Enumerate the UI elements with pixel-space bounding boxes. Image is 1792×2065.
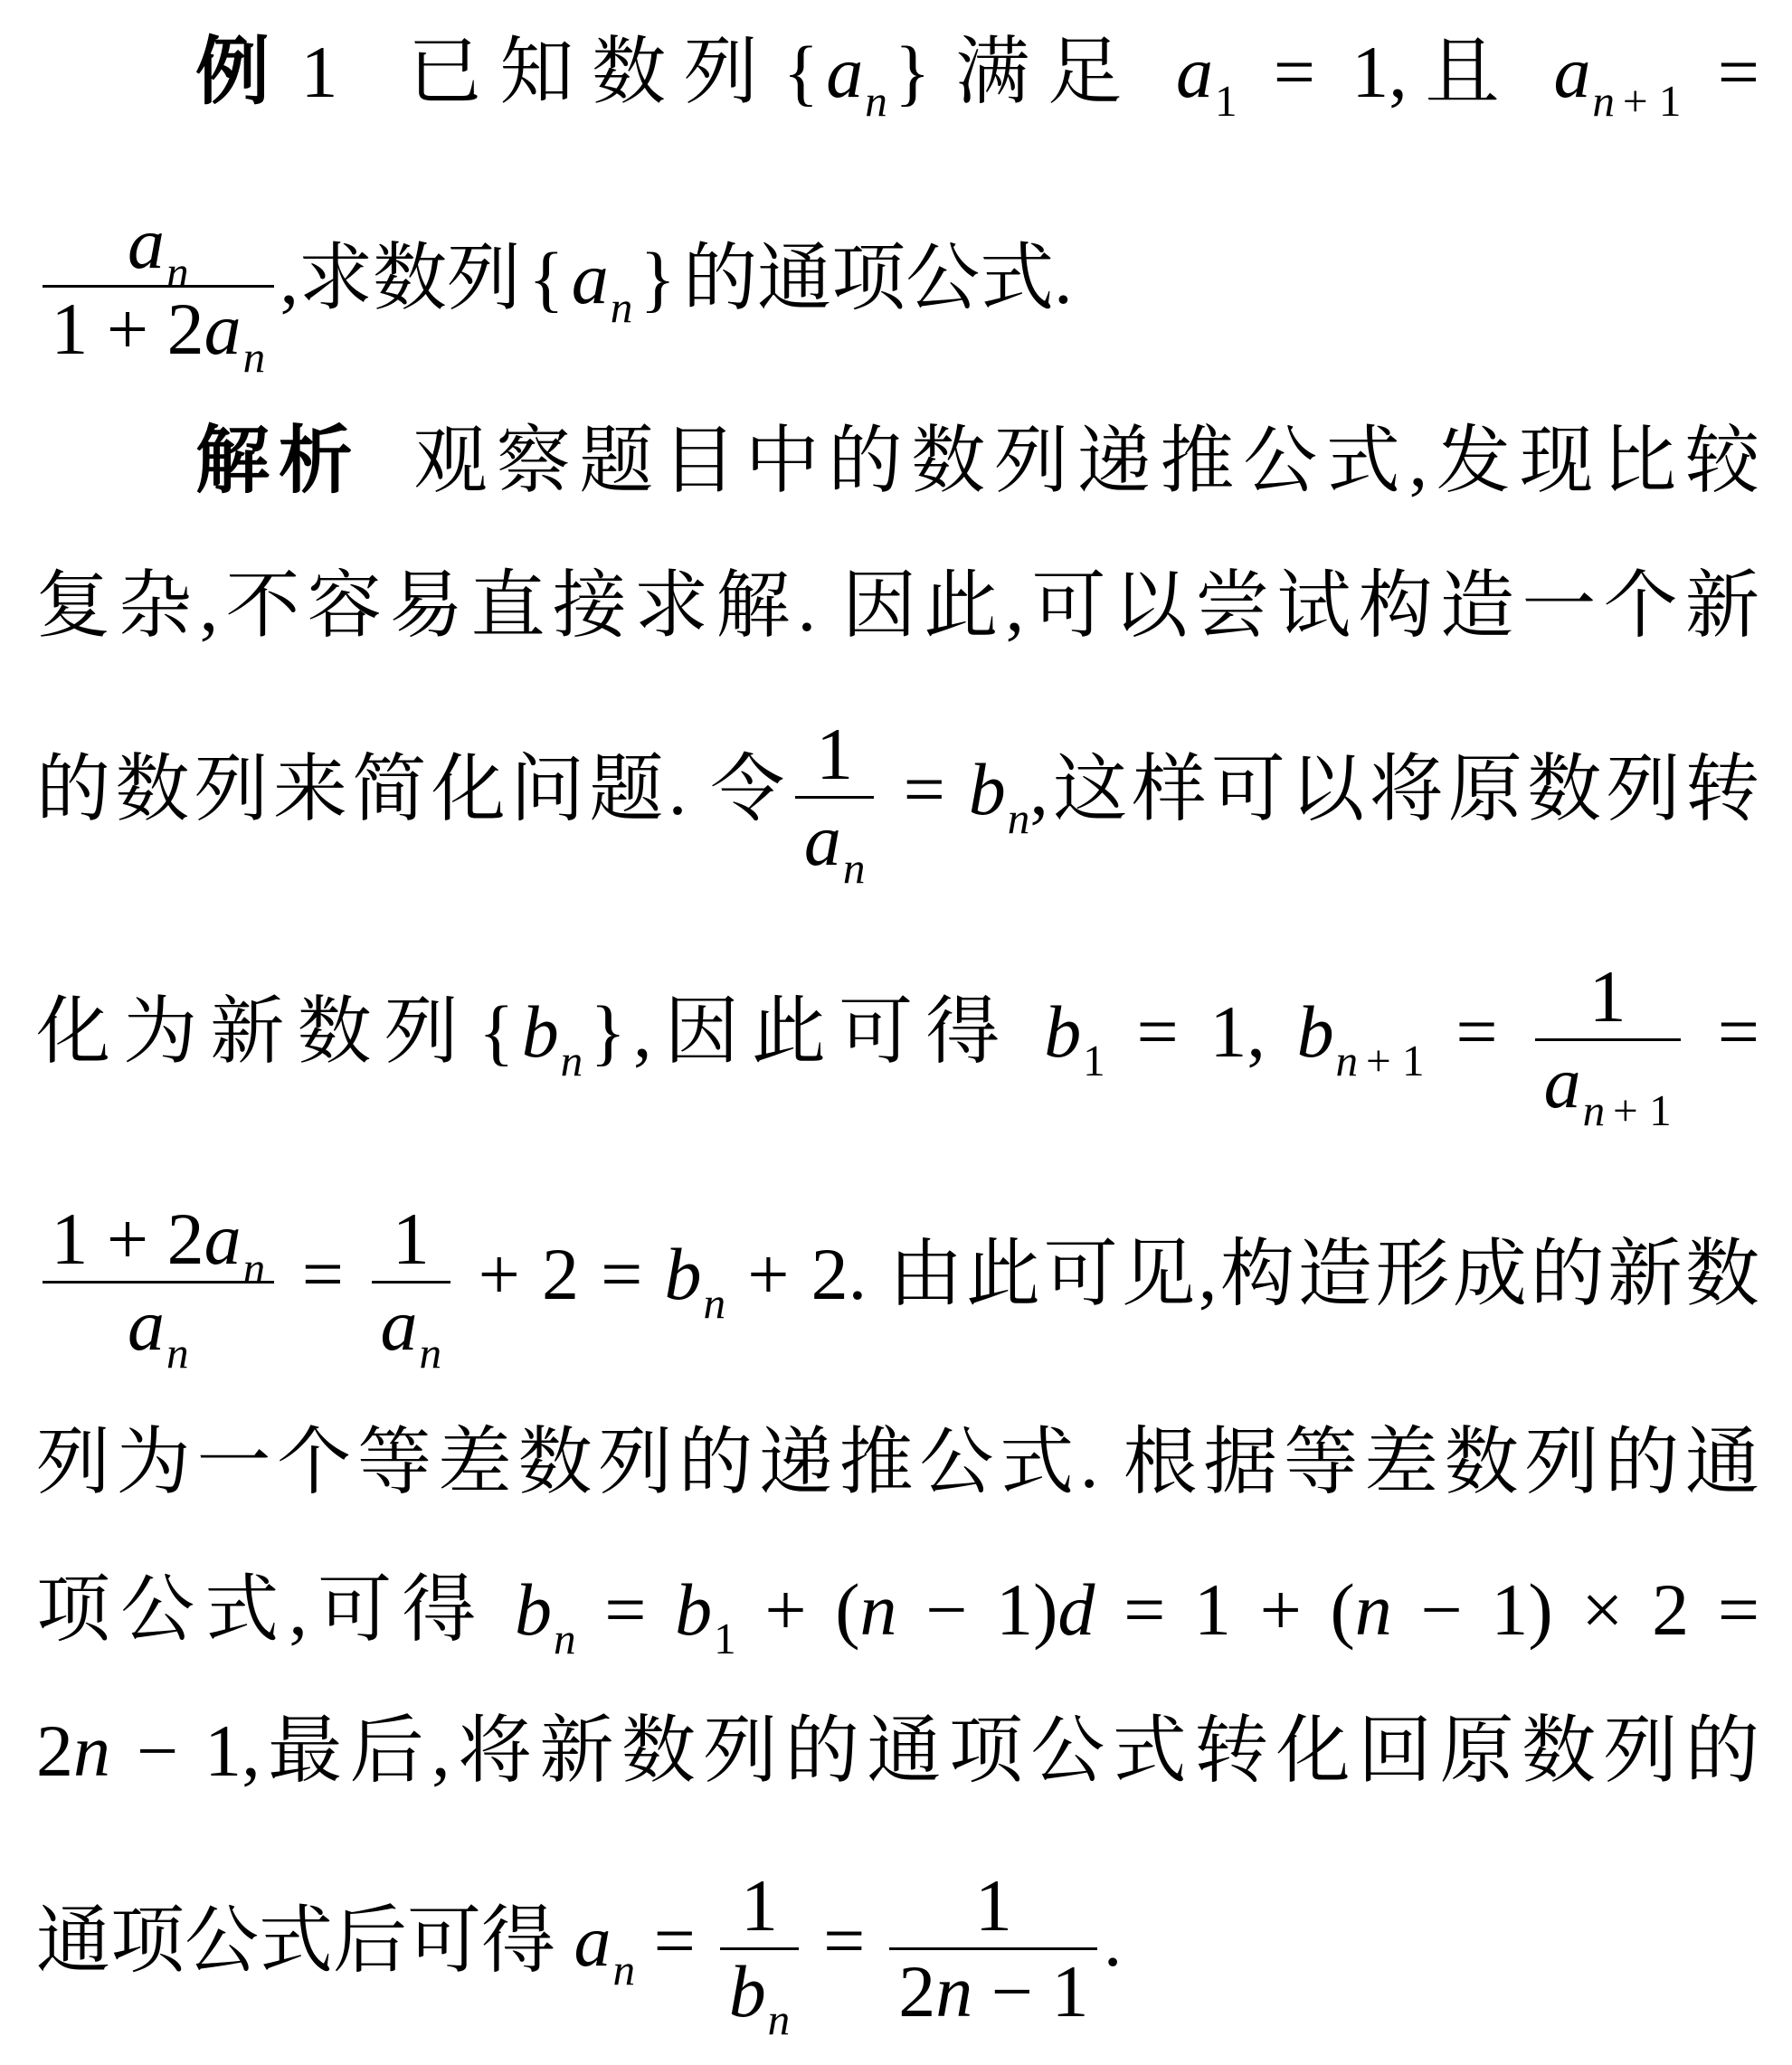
minus-one-close-paren: − 1) (925, 1568, 1058, 1651)
denominator-prefix: 2 (898, 1949, 936, 2032)
reciprocal-next-fraction (1535, 955, 1681, 1136)
n-var: n (859, 1568, 897, 1651)
tail-text: 的通项公式. (683, 237, 1073, 320)
b1-var: b (1044, 990, 1082, 1074)
fraction-numerator: an (128, 202, 189, 297)
n-var: n (73, 1710, 110, 1792)
solution-line-3 (36, 416, 1759, 507)
equals-sign: = (301, 1233, 344, 1316)
bn-var: b (515, 1568, 553, 1651)
a-next-sub-var: n (1592, 75, 1616, 126)
and-text: ,且 (1389, 31, 1518, 113)
fraction-numerator: 1 (740, 1864, 778, 1947)
solution-line-6: 化为新数列{bn},因此可得 b1 = 1, bn + 1 = $\frac{1}{an + 1}$ = (36, 955, 1760, 1136)
brace-open: { (782, 31, 820, 113)
equals-sign: = (823, 1899, 866, 1983)
b-next-sub-rest: + 1 (1365, 1035, 1425, 1085)
fraction-numerator: 1 + 2an (51, 1198, 266, 1293)
b1-relation: = 1 (1136, 990, 1247, 1074)
denominator-sub-rest: + 1 (1613, 1085, 1672, 1136)
fraction-denominator (1535, 1040, 1681, 1136)
solution-text-post: ,这样可以将原数列转 (1029, 748, 1759, 831)
reciprocal-b-fraction (720, 1864, 799, 2045)
brace-close: } (590, 990, 626, 1074)
sequence-var: a (826, 31, 864, 113)
minus-one: − 1 (136, 1710, 242, 1792)
satisfies-text: 满足 (937, 31, 1140, 113)
reciprocal-fraction (372, 1198, 450, 1378)
solution-text: 列为一个等差数列的递推公式. 根据等差数列的通 (36, 1421, 1759, 1503)
fraction-denominator: an (803, 798, 866, 894)
recurrence-fraction (43, 202, 274, 383)
fraction-denominator: an (380, 1283, 442, 1378)
problem-line-2: $\frac{an}{1 + 2an}$ ,求数列{an}的通项公式. (36, 202, 1759, 371)
denominator-var: a (204, 287, 242, 370)
denominator-var: n (935, 1949, 973, 2032)
two-coefficient: 2 (36, 1710, 73, 1792)
brace-open: { (479, 990, 515, 1074)
expanded-fraction (43, 1198, 274, 1378)
brace-close: } (640, 237, 676, 320)
denominator-var: b (728, 1949, 766, 2032)
solution-text: ,最后,将新数列的通项公式转化回原数列的 (242, 1710, 1759, 1792)
fraction-denominator: an (128, 1283, 189, 1378)
fraction-denominator (889, 1950, 1097, 2033)
plus-open-paren: + ( (764, 1568, 860, 1651)
denominator-var: a (803, 798, 841, 881)
a-next-sub-rest: + 1 (1622, 75, 1682, 126)
solution-text-pre: 的数列来简化问题. 令 (36, 748, 790, 831)
solution-line-7: $\frac{1 + 2an}{an}$ = $\frac{1}{an}$ + 2 = bn + 2. 由此可见,构造形成的新数 (36, 1198, 1759, 1367)
solution-text-pre: 项公式,可得 (36, 1568, 487, 1651)
solution-label: 解析 (195, 420, 362, 502)
example-label-number: 1 (300, 31, 338, 113)
sequence-var: b (521, 990, 559, 1074)
minus-one-times-two: − 1) × 2 = (1420, 1568, 1760, 1651)
solution-text: 复杂,不容易直接求解. 因此,可以尝试构造一个新 (36, 564, 1759, 647)
denominator-var: a (1543, 1040, 1581, 1123)
plus-two-equals: + 2 = (478, 1233, 643, 1316)
solution-line-5: 的数列来简化问题. 令 $\frac{1}{an}$ = bn,这样可以将原数列转 (36, 713, 1759, 894)
fraction-numerator: 1 (816, 713, 854, 795)
equals-sign: = (903, 748, 945, 831)
solution-text-mid: ,因此可得 (633, 990, 1013, 1074)
brace-open: { (528, 237, 564, 320)
denominator-var: a (128, 1283, 165, 1366)
fraction-numerator: 1 (974, 1864, 1012, 1947)
solution-line-8 (36, 1417, 1759, 1508)
fraction-denominator: 1 + 2an (51, 287, 266, 383)
equals-sign: = (1717, 990, 1760, 1074)
d-var: d (1057, 1568, 1095, 1651)
problem-line-1: 例 1 已知数列{an}满足 a1 = 1,且 an + 1 = (195, 31, 1759, 126)
a-next-var: a (1553, 31, 1591, 113)
an-var: a (574, 1899, 612, 1983)
a1-relation: = 1 (1273, 31, 1389, 113)
numerator-var: a (204, 1198, 242, 1280)
reciprocal-fraction (795, 713, 874, 894)
fraction-numerator: 1 (1588, 955, 1626, 1037)
plus-two-end: + 2. (747, 1233, 868, 1316)
denominator-prefix: 1 + 2 (51, 287, 204, 370)
denominator-var: a (380, 1283, 418, 1366)
solution-text: 由此可见,构造形成的新数 (888, 1233, 1759, 1316)
comma: , (1247, 990, 1266, 1074)
fraction-denominator: bn (728, 1949, 791, 2045)
solution-text-pre: 通项公式后可得 (36, 1899, 556, 1983)
equals-sign: = (653, 1899, 696, 1983)
solution-line-11: 通项公式后可得 an = $\frac{1}{bn}$ = $\frac{1}{2n - 1}$ . (36, 1864, 1123, 2045)
n-var: n (1354, 1568, 1392, 1651)
solution-text: 观察题目中的数列递推公式,发现比较 (412, 420, 1759, 502)
example-label-word: 例 (195, 31, 288, 113)
ask-text: ,求数列 (280, 237, 522, 320)
problem-intro-text: 已知数列 (389, 31, 776, 113)
b-next-sub-var: n (1335, 1035, 1359, 1085)
b-var: b (968, 748, 1006, 831)
a1-var: a (1176, 31, 1213, 113)
sequence-var: a (571, 237, 609, 320)
a-next-relation: = (1717, 31, 1759, 113)
brace-close: } (895, 31, 931, 113)
denominator-sub-var: n (1582, 1085, 1606, 1136)
equals-sign: = (604, 1568, 647, 1651)
solution-line-9: 项公式,可得 bn = b1 + (n − 1)d = 1 + (n − 1) × 2 = (36, 1568, 1760, 1663)
final-period: . (1103, 1899, 1123, 1983)
b1-var: b (675, 1568, 713, 1651)
solution-line-10 (36, 1706, 1759, 1796)
fraction-numerator: 1 (392, 1198, 430, 1280)
solution-line-4 (36, 561, 1759, 651)
b-next-relation: = (1455, 990, 1498, 1074)
example-label (195, 31, 337, 113)
solution-text-pre: 化为新数列 (36, 990, 471, 1074)
numerator-var: a (128, 202, 165, 284)
denominator-suffix: − 1 (991, 1949, 1089, 2032)
b-next-var: b (1296, 990, 1334, 1074)
b-var: b (664, 1233, 702, 1316)
equals-one-plus-open: = 1 + ( (1124, 1568, 1355, 1651)
general-term-fraction (889, 1864, 1097, 2033)
numerator-prefix: 1 + 2 (51, 1198, 204, 1280)
